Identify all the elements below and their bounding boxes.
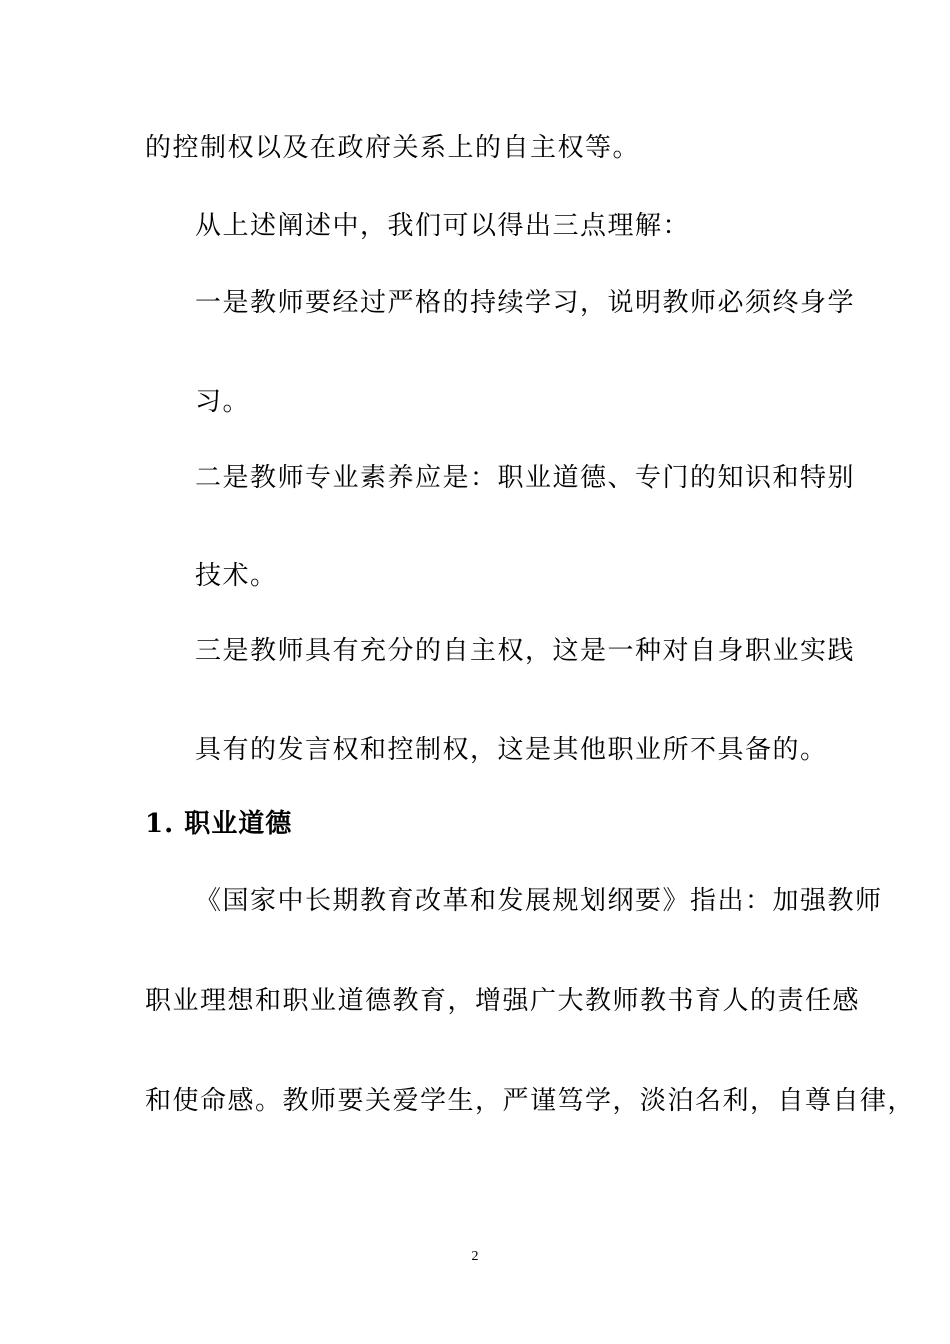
paragraph-line-4: 习。 xyxy=(195,387,251,417)
page-number: 2 xyxy=(471,1249,479,1264)
paragraph-line-5: 二是教师专业素养应是：职业道德、专门的知识和特别 xyxy=(195,463,856,493)
section-heading: 1. 职业道德 xyxy=(145,809,293,839)
paragraph-line-8: 具有的发言权和控制权，这是其他职业所不具备的。 xyxy=(195,735,828,765)
paragraph-line-3: 一是教师要经过严格的持续学习，说明教师必须终身学 xyxy=(195,288,856,318)
paragraph-line-9: 《国家中长期教育改革和发展规划纲要》指出：加强教师 xyxy=(195,886,883,916)
paragraph-line-2: 从上述阐述中，我们可以得出三点理解： xyxy=(195,211,691,241)
paragraph-line-10: 职业理想和职业道德教育，增强广大教师教书育人的责任感 xyxy=(145,986,861,1016)
paragraph-line-7: 三是教师具有充分的自主权，这是一种对自身职业实践 xyxy=(195,636,856,666)
paragraph-line-6: 技术。 xyxy=(195,561,278,591)
paragraph-line-1: 的控制权以及在政府关系上的自主权等。 xyxy=(145,133,641,163)
paragraph-line-11: 和使命感。教师要关爱学生，严谨笃学，淡泊名利，自尊自律， xyxy=(145,1086,916,1116)
